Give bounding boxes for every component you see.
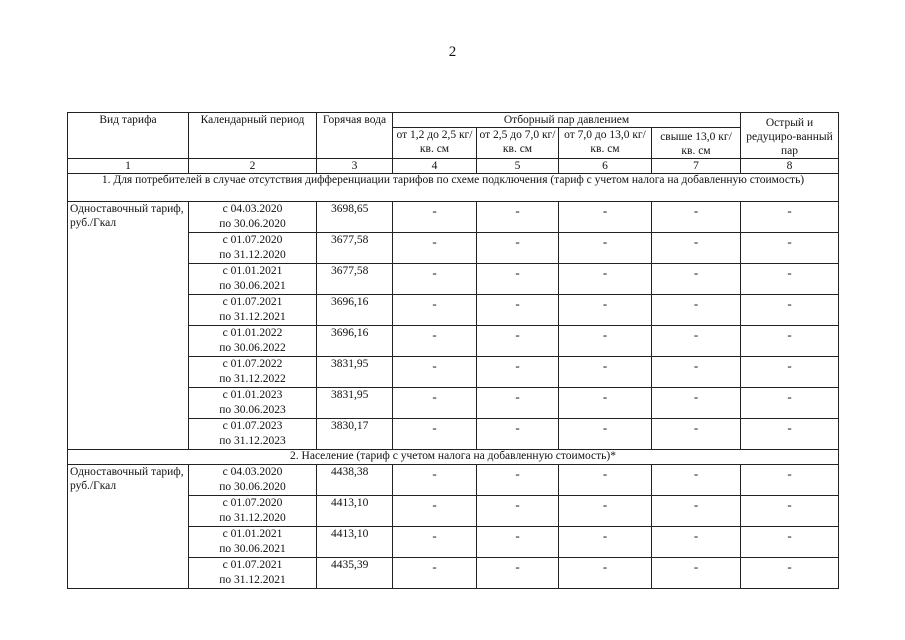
empty-dash-cell: -: [477, 527, 559, 558]
col-number: 6: [559, 159, 652, 174]
empty-dash-cell: -: [393, 496, 477, 527]
hot-water-value: 4435,39: [317, 558, 393, 589]
hot-water-value: 3677,58: [317, 264, 393, 295]
period-to: по 30.06.2023: [219, 404, 286, 416]
section-1-body: [68, 202, 839, 450]
col-number: 3: [317, 159, 393, 174]
empty-dash-cell: -: [559, 326, 652, 357]
empty-dash-cell: -: [741, 558, 839, 589]
empty-dash-cell: -: [652, 295, 741, 326]
empty-dash-cell: -: [393, 388, 477, 419]
empty-dash-cell: -: [741, 527, 839, 558]
period-to: по 31.12.2021: [219, 574, 286, 586]
section-1-title-row: [68, 174, 839, 202]
period-from: с 04.03.2020: [222, 466, 283, 478]
col-number: 8: [741, 159, 839, 174]
hot-water-value: 3696,16: [317, 326, 393, 357]
empty-dash-cell: -: [741, 233, 839, 264]
header-hot-water: Горячая вода: [317, 113, 393, 159]
period-from: с 01.01.2022: [222, 327, 283, 339]
empty-dash-cell: -: [393, 326, 477, 357]
period-from: с 01.01.2021: [222, 528, 283, 540]
calendar-period: [189, 326, 317, 357]
empty-dash-cell: -: [477, 326, 559, 357]
empty-dash-cell: -: [652, 326, 741, 357]
empty-dash-cell: -: [741, 357, 839, 388]
empty-dash-cell: -: [652, 465, 741, 496]
calendar-period: [189, 496, 317, 527]
header-pressure-3: от 7,0 до 13,0 кг/ кв. см: [559, 128, 652, 159]
empty-dash-cell: -: [559, 357, 652, 388]
col-number: 7: [652, 159, 741, 174]
period-from: с 01.01.2023: [222, 389, 283, 401]
page-number: 2: [448, 44, 457, 60]
hot-water-value: 3831,95: [317, 388, 393, 419]
header-sharp-steam: Острый и редуциро-ванный пар: [741, 113, 839, 159]
empty-dash-cell: -: [559, 264, 652, 295]
empty-dash-cell: -: [477, 496, 559, 527]
period-to: по 30.06.2020: [219, 218, 286, 230]
header-period: Календарный период: [189, 113, 317, 159]
col-number: 5: [477, 159, 559, 174]
period-to: по 31.12.2020: [219, 249, 286, 261]
calendar-period: [189, 388, 317, 419]
tariff-type: Одноставочный тариф, руб./Гкал: [68, 465, 189, 589]
section-2-title-row: [68, 450, 839, 465]
empty-dash-cell: -: [559, 388, 652, 419]
tariff-type: Одноставочный тариф, руб./Гкал: [68, 202, 189, 450]
empty-dash-cell: -: [393, 558, 477, 589]
empty-dash-cell: -: [652, 496, 741, 527]
header-row-1: [68, 113, 839, 128]
empty-dash-cell: -: [477, 295, 559, 326]
col-number: 4: [393, 159, 477, 174]
empty-dash-cell: -: [393, 264, 477, 295]
empty-dash-cell: -: [477, 233, 559, 264]
section-1-title: 1. Для потребителей в случае отсутствия дифференциации тарифов по схеме подключения (тариф с учетом налога на добавленную стоимость): [68, 174, 839, 202]
header-pressure-4: свыше 13,0 кг/ кв. см: [652, 128, 741, 159]
period-to: по 31.12.2020: [219, 512, 286, 524]
calendar-period: [189, 295, 317, 326]
period-to: по 30.06.2021: [219, 543, 286, 555]
empty-dash-cell: -: [559, 496, 652, 527]
empty-dash-cell: -: [393, 202, 477, 233]
period-to: по 31.12.2022: [219, 373, 286, 385]
empty-dash-cell: -: [393, 357, 477, 388]
hot-water-value: 4413,10: [317, 527, 393, 558]
empty-dash-cell: -: [741, 465, 839, 496]
empty-dash-cell: -: [393, 233, 477, 264]
calendar-period: [189, 264, 317, 295]
empty-dash-cell: -: [741, 202, 839, 233]
empty-dash-cell: -: [477, 558, 559, 589]
header-pressure-1: от 1,2 до 2,5 кг/ кв. см: [393, 128, 477, 159]
table-row: [68, 202, 839, 233]
header-vid-tarifa: Вид тарифа: [68, 113, 189, 159]
empty-dash-cell: -: [393, 465, 477, 496]
empty-dash-cell: -: [477, 419, 559, 450]
empty-dash-cell: -: [559, 419, 652, 450]
empty-dash-cell: -: [741, 326, 839, 357]
hot-water-value: 3677,58: [317, 233, 393, 264]
empty-dash-cell: -: [652, 388, 741, 419]
empty-dash-cell: -: [652, 357, 741, 388]
col-number: 2: [189, 159, 317, 174]
hot-water-value: 3696,16: [317, 295, 393, 326]
tariff-table: [67, 112, 839, 589]
empty-dash-cell: -: [477, 388, 559, 419]
empty-dash-cell: -: [559, 295, 652, 326]
period-from: с 01.07.2023: [222, 420, 283, 432]
calendar-period: [189, 419, 317, 450]
col-number: 1: [68, 159, 189, 174]
calendar-period: [189, 465, 317, 496]
period-to: по 30.06.2022: [219, 342, 286, 354]
period-to: по 31.12.2023: [219, 435, 286, 447]
empty-dash-cell: -: [741, 388, 839, 419]
empty-dash-cell: -: [652, 527, 741, 558]
empty-dash-cell: -: [741, 419, 839, 450]
section-2-body: [68, 465, 839, 589]
empty-dash-cell: -: [559, 202, 652, 233]
period-from: с 01.07.2020: [222, 234, 283, 246]
calendar-period: [189, 202, 317, 233]
period-from: с 01.01.2021: [222, 265, 283, 277]
empty-dash-cell: -: [652, 233, 741, 264]
header-pressure-2: от 2,5 до 7,0 кг/ кв. см: [477, 128, 559, 159]
period-to: по 31.12.2021: [219, 311, 286, 323]
calendar-period: [189, 233, 317, 264]
calendar-period: [189, 527, 317, 558]
empty-dash-cell: -: [741, 295, 839, 326]
period-from: с 01.07.2020: [222, 497, 283, 509]
period-from: с 01.07.2021: [222, 559, 283, 571]
empty-dash-cell: -: [393, 527, 477, 558]
period-from: с 01.07.2021: [222, 296, 283, 308]
empty-dash-cell: -: [559, 558, 652, 589]
period-to: по 30.06.2021: [219, 280, 286, 292]
empty-dash-cell: -: [652, 419, 741, 450]
column-numbers-row: [68, 159, 839, 174]
hot-water-value: 4413,10: [317, 496, 393, 527]
empty-dash-cell: -: [559, 527, 652, 558]
empty-dash-cell: -: [741, 264, 839, 295]
hot-water-value: 4438,38: [317, 465, 393, 496]
empty-dash-cell: -: [477, 465, 559, 496]
empty-dash-cell: -: [393, 419, 477, 450]
calendar-period: [189, 357, 317, 388]
period-from: с 04.03.2020: [222, 203, 283, 215]
empty-dash-cell: -: [652, 202, 741, 233]
empty-dash-cell: -: [652, 264, 741, 295]
hot-water-value: 3831,95: [317, 357, 393, 388]
period-to: по 30.06.2020: [219, 481, 286, 493]
empty-dash-cell: -: [559, 465, 652, 496]
empty-dash-cell: -: [477, 202, 559, 233]
hot-water-value: 3698,65: [317, 202, 393, 233]
empty-dash-cell: -: [652, 558, 741, 589]
calendar-period: [189, 558, 317, 589]
empty-dash-cell: -: [477, 357, 559, 388]
empty-dash-cell: -: [559, 233, 652, 264]
period-from: с 01.07.2022: [222, 358, 283, 370]
empty-dash-cell: -: [393, 295, 477, 326]
table-row: [68, 465, 839, 496]
empty-dash-cell: -: [741, 496, 839, 527]
section-2-title: 2. Население (тариф с учетом налога на добавленную стоимость)*: [68, 450, 839, 465]
empty-dash-cell: -: [477, 264, 559, 295]
hot-water-value: 3830,17: [317, 419, 393, 450]
header-steam-group: Отборный пар давлением: [393, 113, 741, 128]
